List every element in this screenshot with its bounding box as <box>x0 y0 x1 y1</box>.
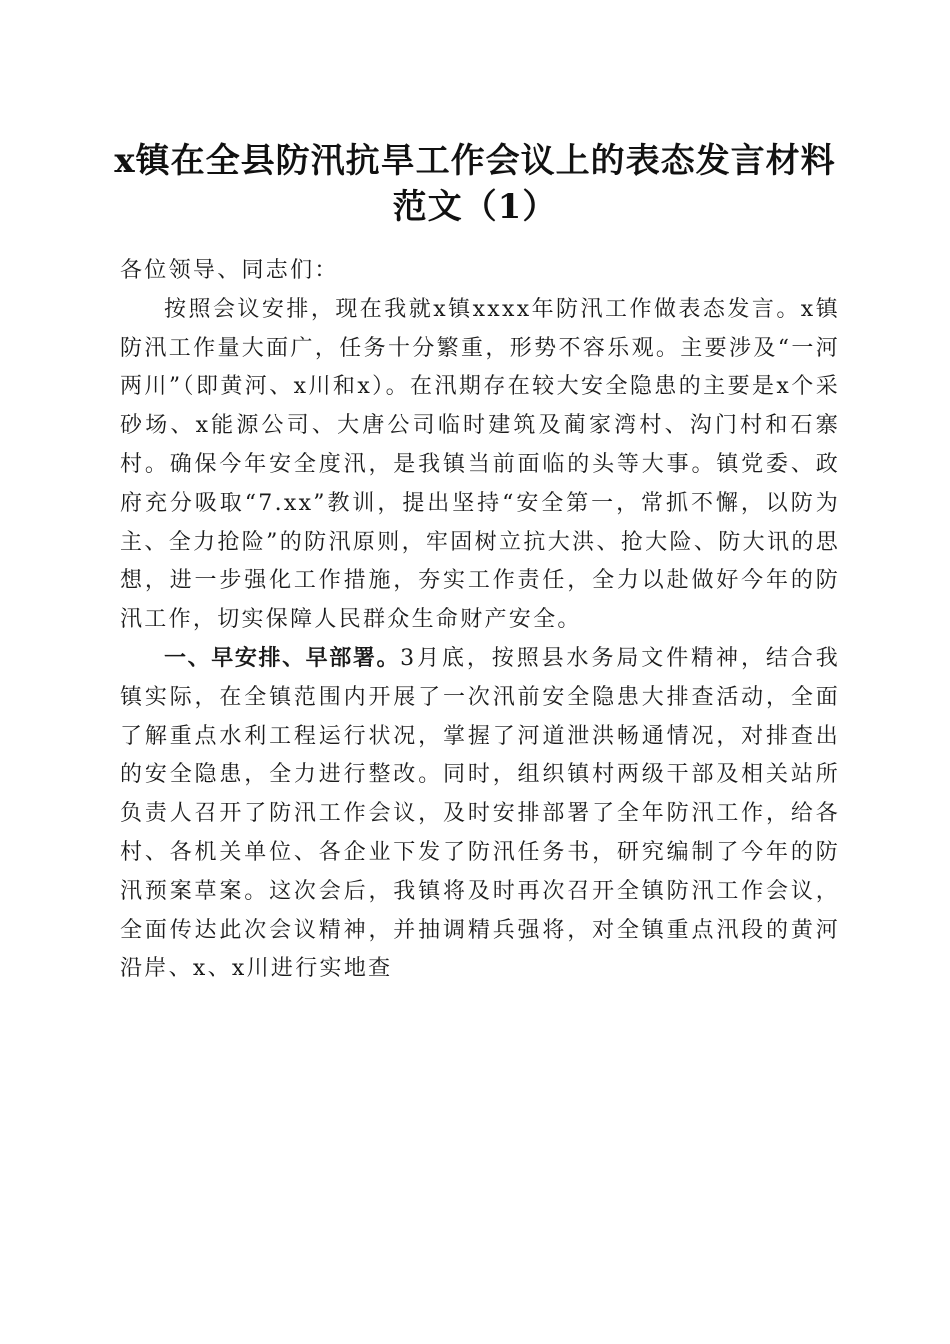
paragraph-section-1 <box>120 640 840 989</box>
document-body <box>120 252 840 989</box>
salutation: 各位领导、同志们： <box>120 258 339 283</box>
document-title: x镇在全县防汛抗旱工作会议上的表态发言材料范文（1） <box>114 141 836 227</box>
paragraph-intro: 按照会议安排，现在我就x镇xxxx年防汛工作做表态发言。x镇防汛工作量大面广，任务十分繁重，形势不容乐观。主要涉及“一河两川”（即黄河、x川和x）。在汛期存在较大安全隐患的主要是x个采砂场、x能源公司、大唐公司临时建筑及蔺家湾村、沟门村和石寨村。确保今年安全度汛，是我镇当前面临的头等大事。镇党委、政府充分吸取“7.xx”教训，提出坚持“安全第一，常抓不懈，以防为主、全力抢险”的防汛原则，牢固树立抗大洪、抢大险、防大讯的思想，进一步强化工作措施，夯实工作责任，全力以赴做好今年的防汛工作，切实保障人民群众生命财产安全。 <box>120 296 840 633</box>
section-heading: 一、早安排、早部署。 <box>164 645 401 671</box>
section-text: 3月底，按照县水务局文件精神，结合我镇实际，在全镇范围内开展了一次汛前安全隐患大排查活动，全面了解重点水利工程运行状况，掌握了河道泄洪畅通情况，对排查出的安全隐患，全力进行整改。同时，组织镇村两级干部及相关站所负责人召开了防汛工作会议，及时安排部署了全年防汛工作，给各村、各机关单位、各企业下发了防汛任务书，研究编制了今年的防汛预案草案。这次会后，我镇将及时再次召开全镇防汛工作会议，全面传达此次会议精神，并抽调精兵强将，对全镇重点汛段的黄河沿岸、x、x川进行实地查 <box>120 645 840 982</box>
